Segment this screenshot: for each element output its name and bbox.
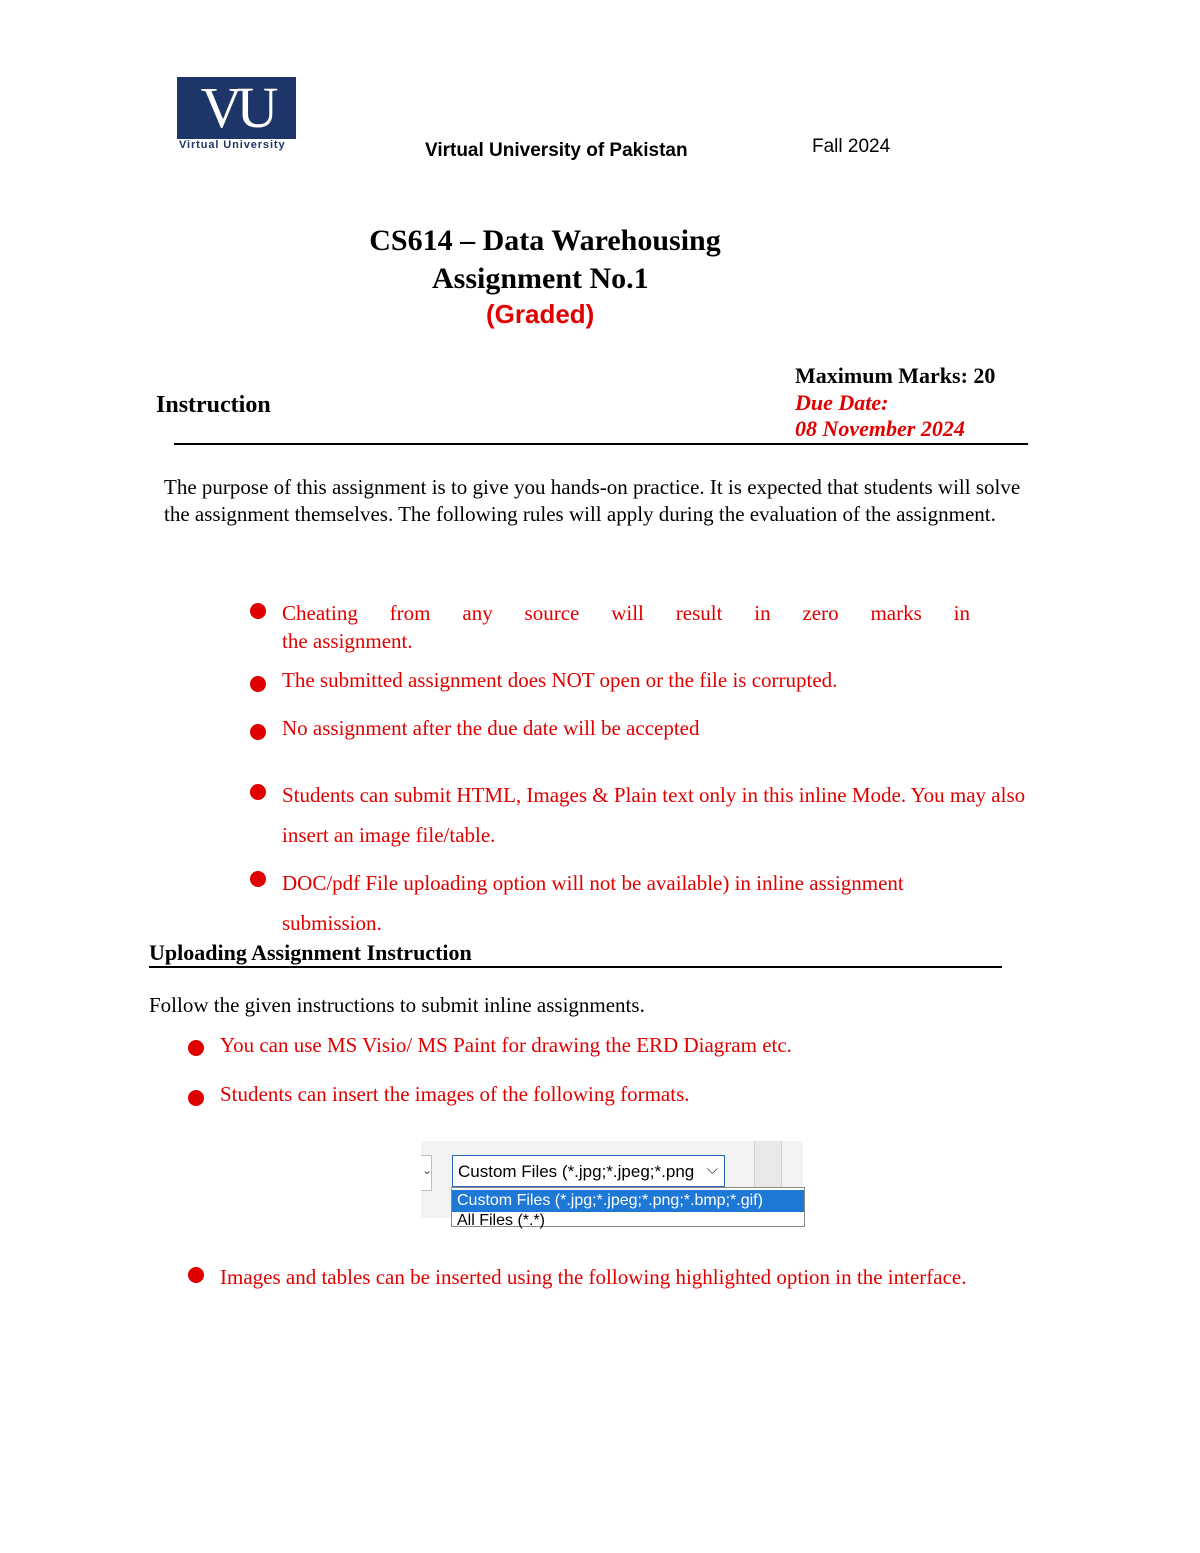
file-type-option-custom[interactable]: Custom Files (*.jpg;*.jpeg;*.png;*.bmp;*.gif): [452, 1190, 804, 1212]
header-divider: [174, 443, 1028, 445]
rule-item: DOC/pdf File uploading option will not be available) in inline assignment submission.: [282, 871, 904, 935]
rule-bullet-icon: [250, 871, 266, 887]
logo-subtitle: Virtual University: [179, 139, 286, 151]
due-date-label: Due Date:: [795, 390, 889, 415]
university-logo: [177, 77, 297, 153]
logo-box: [177, 77, 296, 139]
rule-bullet-icon: [250, 724, 266, 740]
upload-bullet-icon: [188, 1040, 204, 1056]
rule-bullet-icon: [250, 784, 266, 800]
instruction-heading: Instruction: [156, 392, 271, 418]
chevron-down-icon: ⌵: [706, 1161, 718, 1178]
file-type-option-all[interactable]: All Files (*.*): [457, 1212, 546, 1229]
course-title: CS614 – Data Warehousing: [369, 224, 721, 257]
upload-item: Images and tables can be inserted using the following highlighted option in the interface.: [220, 1265, 967, 1289]
rule-item: The submitted assignment does NOT open or the file is corrupted.: [282, 668, 838, 692]
rule-bullet-icon: [250, 676, 266, 692]
graded-label: (Graded): [486, 299, 595, 329]
file-type-select[interactable]: [452, 1155, 725, 1187]
rule-item: No assignment after the due date will be accepted: [282, 716, 700, 740]
university-name: Virtual University of Pakistan: [425, 140, 688, 161]
chevron-down-icon: ⌄: [422, 1163, 433, 1177]
file-type-screenshot: [421, 1141, 803, 1229]
term-label: Fall 2024: [812, 136, 891, 157]
upload-item: Students can insert the images of the following formats.: [220, 1082, 690, 1106]
purpose-paragraph: The purpose of this assignment is to give you hands-on practice. It is expected that students will solve the assignment themselves. The following rules will apply during the evaluation of the assignment.: [164, 475, 1021, 526]
rule-item: Cheating from any source will result in zero marks in: [282, 601, 970, 625]
file-type-options-list: [451, 1187, 805, 1227]
uploading-heading: Uploading Assignment Instruction: [149, 940, 472, 965]
upload-item: You can use MS Visio/ MS Paint for drawing the ERD Diagram etc.: [220, 1033, 792, 1057]
rule-bullet-icon: [250, 603, 266, 619]
due-date-value: 08 November 2024: [795, 416, 965, 441]
upload-bullet-icon: [188, 1267, 204, 1283]
file-type-selected-value: Custom Files (*.jpg;*.jpeg;*.png: [458, 1162, 695, 1181]
uploading-divider: [149, 966, 1002, 968]
max-marks: Maximum Marks: 20: [795, 363, 996, 388]
uploading-intro: Follow the given instructions to submit inline assignments.: [149, 993, 645, 1017]
upload-bullet-icon: [188, 1090, 204, 1106]
rule-item: Students can submit HTML, Images & Plain text only in this inline Mode. You may also insert an image file/table.: [282, 783, 1026, 847]
assignment-title: Assignment No.1: [432, 262, 649, 295]
rule-item-continuation: the assignment.: [282, 629, 413, 653]
logo-letters: VU: [200, 75, 273, 140]
